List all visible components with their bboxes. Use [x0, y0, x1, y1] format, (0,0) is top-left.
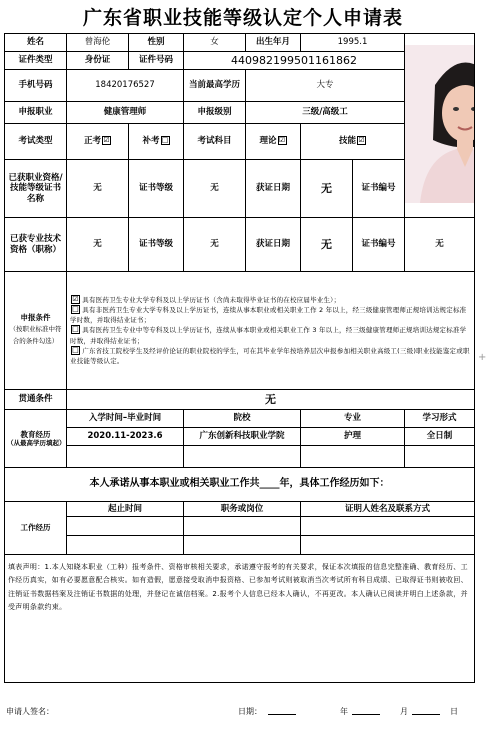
work-commitment: 本人承诺从事本职业或相关职业工作共____年，具体工作经历如下：	[5, 468, 475, 502]
cert-name-label: 已获职业资格/技能等级证书名称	[5, 160, 67, 218]
cert-date-value[interactable]: 无	[301, 160, 353, 218]
exam-subject-label: 考试科目	[184, 124, 246, 160]
title-grade-value[interactable]: 无	[184, 218, 246, 272]
date-day-field[interactable]	[412, 706, 440, 715]
subject-theory-label: 理论	[259, 136, 277, 147]
work-empty-cell[interactable]	[67, 536, 184, 555]
edu-empty-cell[interactable]	[405, 446, 475, 468]
education-history-label-cell	[5, 410, 67, 468]
condition-item[interactable]: □ 广东省技工院校学生及经评价论证的职业院校的学生，可在其毕业学年按培养层次申报参加相关职业高级工(三级)职业技能鉴定或职业技能等级认定。	[70, 345, 470, 365]
day-label: 日	[450, 707, 458, 716]
gender-value[interactable]: 女	[184, 34, 246, 52]
id-type-label: 证件类型	[5, 52, 67, 70]
name-label: 姓名	[5, 34, 67, 52]
level-value[interactable]: 三级/高级工	[246, 102, 405, 124]
edu-mode[interactable]: 全日制	[405, 428, 475, 446]
work-empty-cell[interactable]	[67, 517, 184, 536]
name-value[interactable]: 曾海伦	[67, 34, 129, 52]
edu-school[interactable]: 广东创新科技职业学院	[184, 428, 301, 446]
condition-item[interactable]: □ 具有非医药卫生专业大学专科及以上学历证书，连续从事本职业或相关职业工作 2 年以上，经三级健康管理师正规培训达规定标准学时数，并取得结业证书；	[70, 305, 467, 325]
conditions-label-cell	[5, 272, 67, 390]
application-table	[4, 33, 475, 683]
edu-period[interactable]: 2020.11-2023.6	[67, 428, 184, 446]
pathway-label: 贯通条件	[5, 390, 67, 410]
cert-no-label: 证书编号	[353, 160, 405, 218]
checkbox-empty-icon[interactable]: □	[72, 325, 79, 334]
month-label: 月	[400, 707, 408, 716]
education-history-label: 教育经历	[20, 429, 51, 439]
checkbox-checked-icon[interactable]: ☑	[358, 136, 365, 145]
education-history-note: （从最高学历填起）	[7, 439, 66, 448]
edu-empty-cell[interactable]	[67, 446, 184, 468]
date-year-field[interactable]	[268, 706, 296, 715]
form-title: 广东省职业技能等级认定个人申请表	[82, 7, 403, 29]
occupation-value[interactable]: 健康管理师	[67, 102, 184, 124]
title-date-label: 获证日期	[246, 218, 301, 272]
cert-grade-label: 证书等级	[129, 160, 184, 218]
date-label: 日期：	[238, 707, 262, 716]
education-level-value[interactable]: 大专	[246, 70, 405, 102]
conditions-list	[67, 272, 475, 390]
subject-skill[interactable]	[301, 124, 405, 160]
work-header-position: 职务或岗位	[184, 502, 301, 517]
title-grade-label: 证书等级	[129, 218, 184, 272]
phone-value[interactable]: 18420176527	[67, 70, 184, 102]
checkbox-checked-icon[interactable]: ☑	[72, 295, 79, 304]
work-empty-cell[interactable]	[184, 517, 301, 536]
portrait-image	[405, 45, 475, 203]
conditions-label: 申报条件	[20, 313, 51, 323]
checkbox-empty-icon[interactable]: □	[161, 136, 169, 145]
work-header-reference: 证明人姓名及联系方式	[301, 502, 475, 517]
phone-label: 手机号码	[5, 70, 67, 102]
cert-grade-value[interactable]: 无	[184, 160, 246, 218]
applicant-photo	[405, 34, 475, 218]
work-empty-cell[interactable]	[301, 536, 475, 555]
subject-theory[interactable]	[246, 124, 301, 160]
id-type-value[interactable]: 身份证	[67, 52, 129, 70]
year-label: 年	[340, 707, 348, 716]
gender-label: 性别	[129, 34, 184, 52]
exam-type-makeup[interactable]	[129, 124, 184, 160]
checkbox-empty-icon[interactable]: □	[72, 345, 79, 354]
education-level-label: 当前最高学历	[184, 70, 246, 102]
birth-value[interactable]: 1995.1	[301, 34, 405, 52]
id-number-value[interactable]: 440982199501161862	[184, 52, 405, 70]
edu-empty-cell[interactable]	[184, 446, 301, 468]
work-header-period: 起止时间	[67, 502, 184, 517]
id-number-label: 证件号码	[129, 52, 184, 70]
title-date-value[interactable]: 无	[301, 218, 353, 272]
pathway-value[interactable]: 无	[67, 390, 475, 410]
exam-type-regular[interactable]	[67, 124, 129, 160]
level-label: 申报级别	[184, 102, 246, 124]
exam-type-regular-label: 正考	[83, 136, 101, 147]
title-cert-label: 已获专业技术资格（职称）	[5, 218, 67, 272]
title-no-value[interactable]: 无	[405, 218, 475, 272]
applicant-signature-label: 申请人签名：	[6, 707, 54, 716]
birth-label: 出生年月	[246, 34, 301, 52]
cert-date-label: 获证日期	[246, 160, 301, 218]
title-no-label: 证书编号	[353, 218, 405, 272]
conditions-note: （按职业标准中符合的条件勾选）	[9, 324, 62, 346]
work-empty-cell[interactable]	[301, 517, 475, 536]
edu-header-mode: 学习形式	[405, 410, 475, 428]
declaration-text: 填表声明：1.本人知晓本职业（工种）报考条件、资格审核相关要求，承诺遵守报考的有关要求，保证本次填报的信息完整准确、教育经历、工作经历真实，如有必要愿意配合核实。如有造假，愿意接受取消申报资格、已参加考试则被取消当次考试所有科目成绩、已取得证书则被收回、注销证书数据档案及注销证书数据的处理，并登记在诚信档案。2.报考个人信息已经本人确认，不再更改。本人确认已阅读并明白上述条款，并受声明条款约束。	[5, 555, 475, 683]
edu-header-school: 院校	[184, 410, 301, 428]
edu-empty-cell[interactable]	[301, 446, 405, 468]
work-empty-cell[interactable]	[184, 536, 301, 555]
condition-item[interactable]: ☑ 具有医药卫生专业大学专科及以上学历证书（含尚未取得毕业证书的在校应届毕业生）；	[72, 295, 341, 305]
cert-name-value[interactable]: 无	[67, 160, 129, 218]
date-month-field[interactable]	[352, 706, 380, 715]
checkbox-checked-icon[interactable]: ☑	[103, 136, 110, 145]
exam-type-label: 考试类型	[5, 124, 67, 160]
subject-skill-label: 技能	[338, 136, 356, 147]
work-history-label: 工作经历	[5, 502, 67, 555]
exam-type-makeup-label: 补考	[142, 136, 160, 147]
plus-icon[interactable]: +	[478, 352, 486, 363]
edu-header-major: 专业	[301, 410, 405, 428]
condition-item[interactable]: □ 具有医药卫生专业中等专科及以上学历证书，连续从事本职业或相关职业工作 3 年以上，经三级健康管理师正规培训达规定标准学时数，并取得结业证书；	[70, 325, 467, 345]
edu-header-period: 入学时间–毕业时间	[67, 410, 184, 428]
occupation-label: 申报职业	[5, 102, 67, 124]
checkbox-empty-icon[interactable]: □	[72, 305, 79, 314]
checkbox-checked-icon[interactable]: ☑	[278, 136, 286, 145]
edu-major[interactable]: 护理	[301, 428, 405, 446]
title-cert-value[interactable]: 无	[67, 218, 129, 272]
